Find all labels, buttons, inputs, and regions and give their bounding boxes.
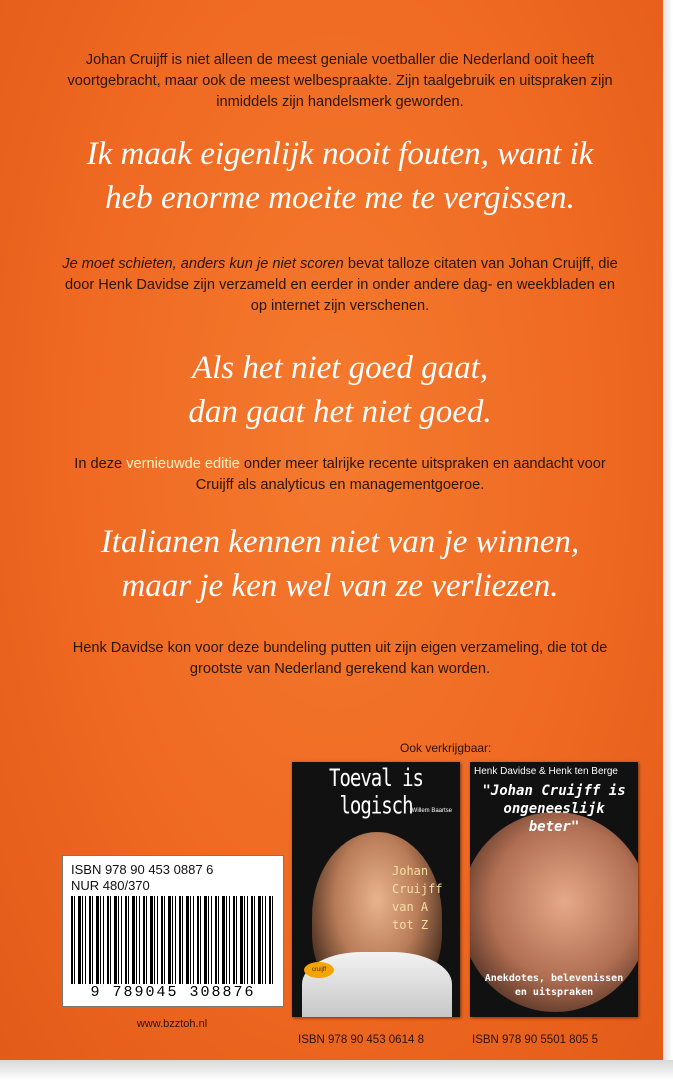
quote-2-line-1: Als het niet goed gaat, (191, 350, 489, 386)
book-1-title: Toeval is logisch (329, 764, 423, 820)
book-1-subtitle: Johan Cruijff van A tot Z (392, 864, 443, 932)
new-edition-text-a: In deze (74, 456, 127, 472)
book-cover-toeval-is-logisch (292, 762, 460, 1017)
book-cover-ongeneeslijk-beter (470, 762, 638, 1017)
collector-paragraph (60, 638, 620, 680)
new-edition-text-b: onder meer talrijke recente uitspraken en aandacht voor Cruijff als analyticus en managementgoeroe. (195, 456, 606, 493)
book-2-isbn: ISBN 978 90 5501 805 5 (472, 1034, 598, 1046)
barcode-icon (71, 896, 275, 986)
book-1-author: Willem Baartse (411, 808, 452, 814)
book-2-title: "Johan Cruijff is ongeneeslijk beter" (482, 783, 626, 835)
barcode-text (71, 862, 213, 894)
barcode-number: 9 789045 308876 (65, 984, 281, 1001)
new-edition-highlight: vernieuwde editie (126, 456, 240, 472)
book-title-italic: Je moet schieten, anders kun je niet scoren (62, 256, 344, 272)
page-edge (663, 0, 673, 1080)
quote-2-line-2: dan gaat het niet goed. (188, 394, 492, 430)
book-description-paragraph (60, 254, 620, 317)
quote-1-line-2: heb enorme moeite me te vergissen. (105, 180, 575, 216)
intro-paragraph (60, 50, 620, 113)
collector-text: Henk Davidse kon voor deze bundeling putten uit zijn eigen verzameling, die tot de grootste van Nederland gerekend kan worden. (72, 640, 608, 677)
page-bottom-edge (0, 1060, 673, 1080)
also-available-label: Ook verkrijgbaar: (400, 741, 492, 755)
barcode-panel (62, 855, 284, 1007)
intro-text: Johan Cruijff is niet alleen de meest geniale voetballer die Nederland ooit heeft voortgebracht, maar ook de meest welbespraakte. Zijn taalgebruik en uitspraken zijn inmiddels zijn handelsmerk geworden. (67, 52, 613, 110)
isbn-text: ISBN 978 90 453 0887 6 (71, 862, 214, 877)
book-2-subtitle: Anekdotes, belevenissen en uitspraken (484, 973, 624, 998)
nur-text: NUR 480/370 (71, 878, 150, 893)
book-description-text: bevat talloze citaten van Johan Cruijff, die door Henk Davidse zijn verzameld en eerder in onder andere dag- en weekbladen en op internet zijn verschenen. (64, 256, 618, 314)
book-1-publisher-logo: cruijff (304, 962, 334, 978)
quote-1-line-1: Ik maak eigenlijk nooit fouten, want ik (86, 136, 594, 172)
quote-1 (40, 132, 640, 220)
quote-3-line-1: Italianen kennen niet van je winnen, (100, 524, 580, 560)
quote-2 (40, 346, 640, 434)
quote-3 (40, 520, 640, 608)
quote-3-line-2: maar je ken wel van ze verliezen. (121, 568, 559, 604)
book-1-isbn: ISBN 978 90 453 0614 8 (298, 1034, 424, 1046)
new-edition-paragraph (60, 454, 620, 496)
publisher-website: www.bzztoh.nl (136, 1018, 208, 1030)
book-2-authors: Henk Davidse & Henk ten Berge (474, 766, 618, 777)
